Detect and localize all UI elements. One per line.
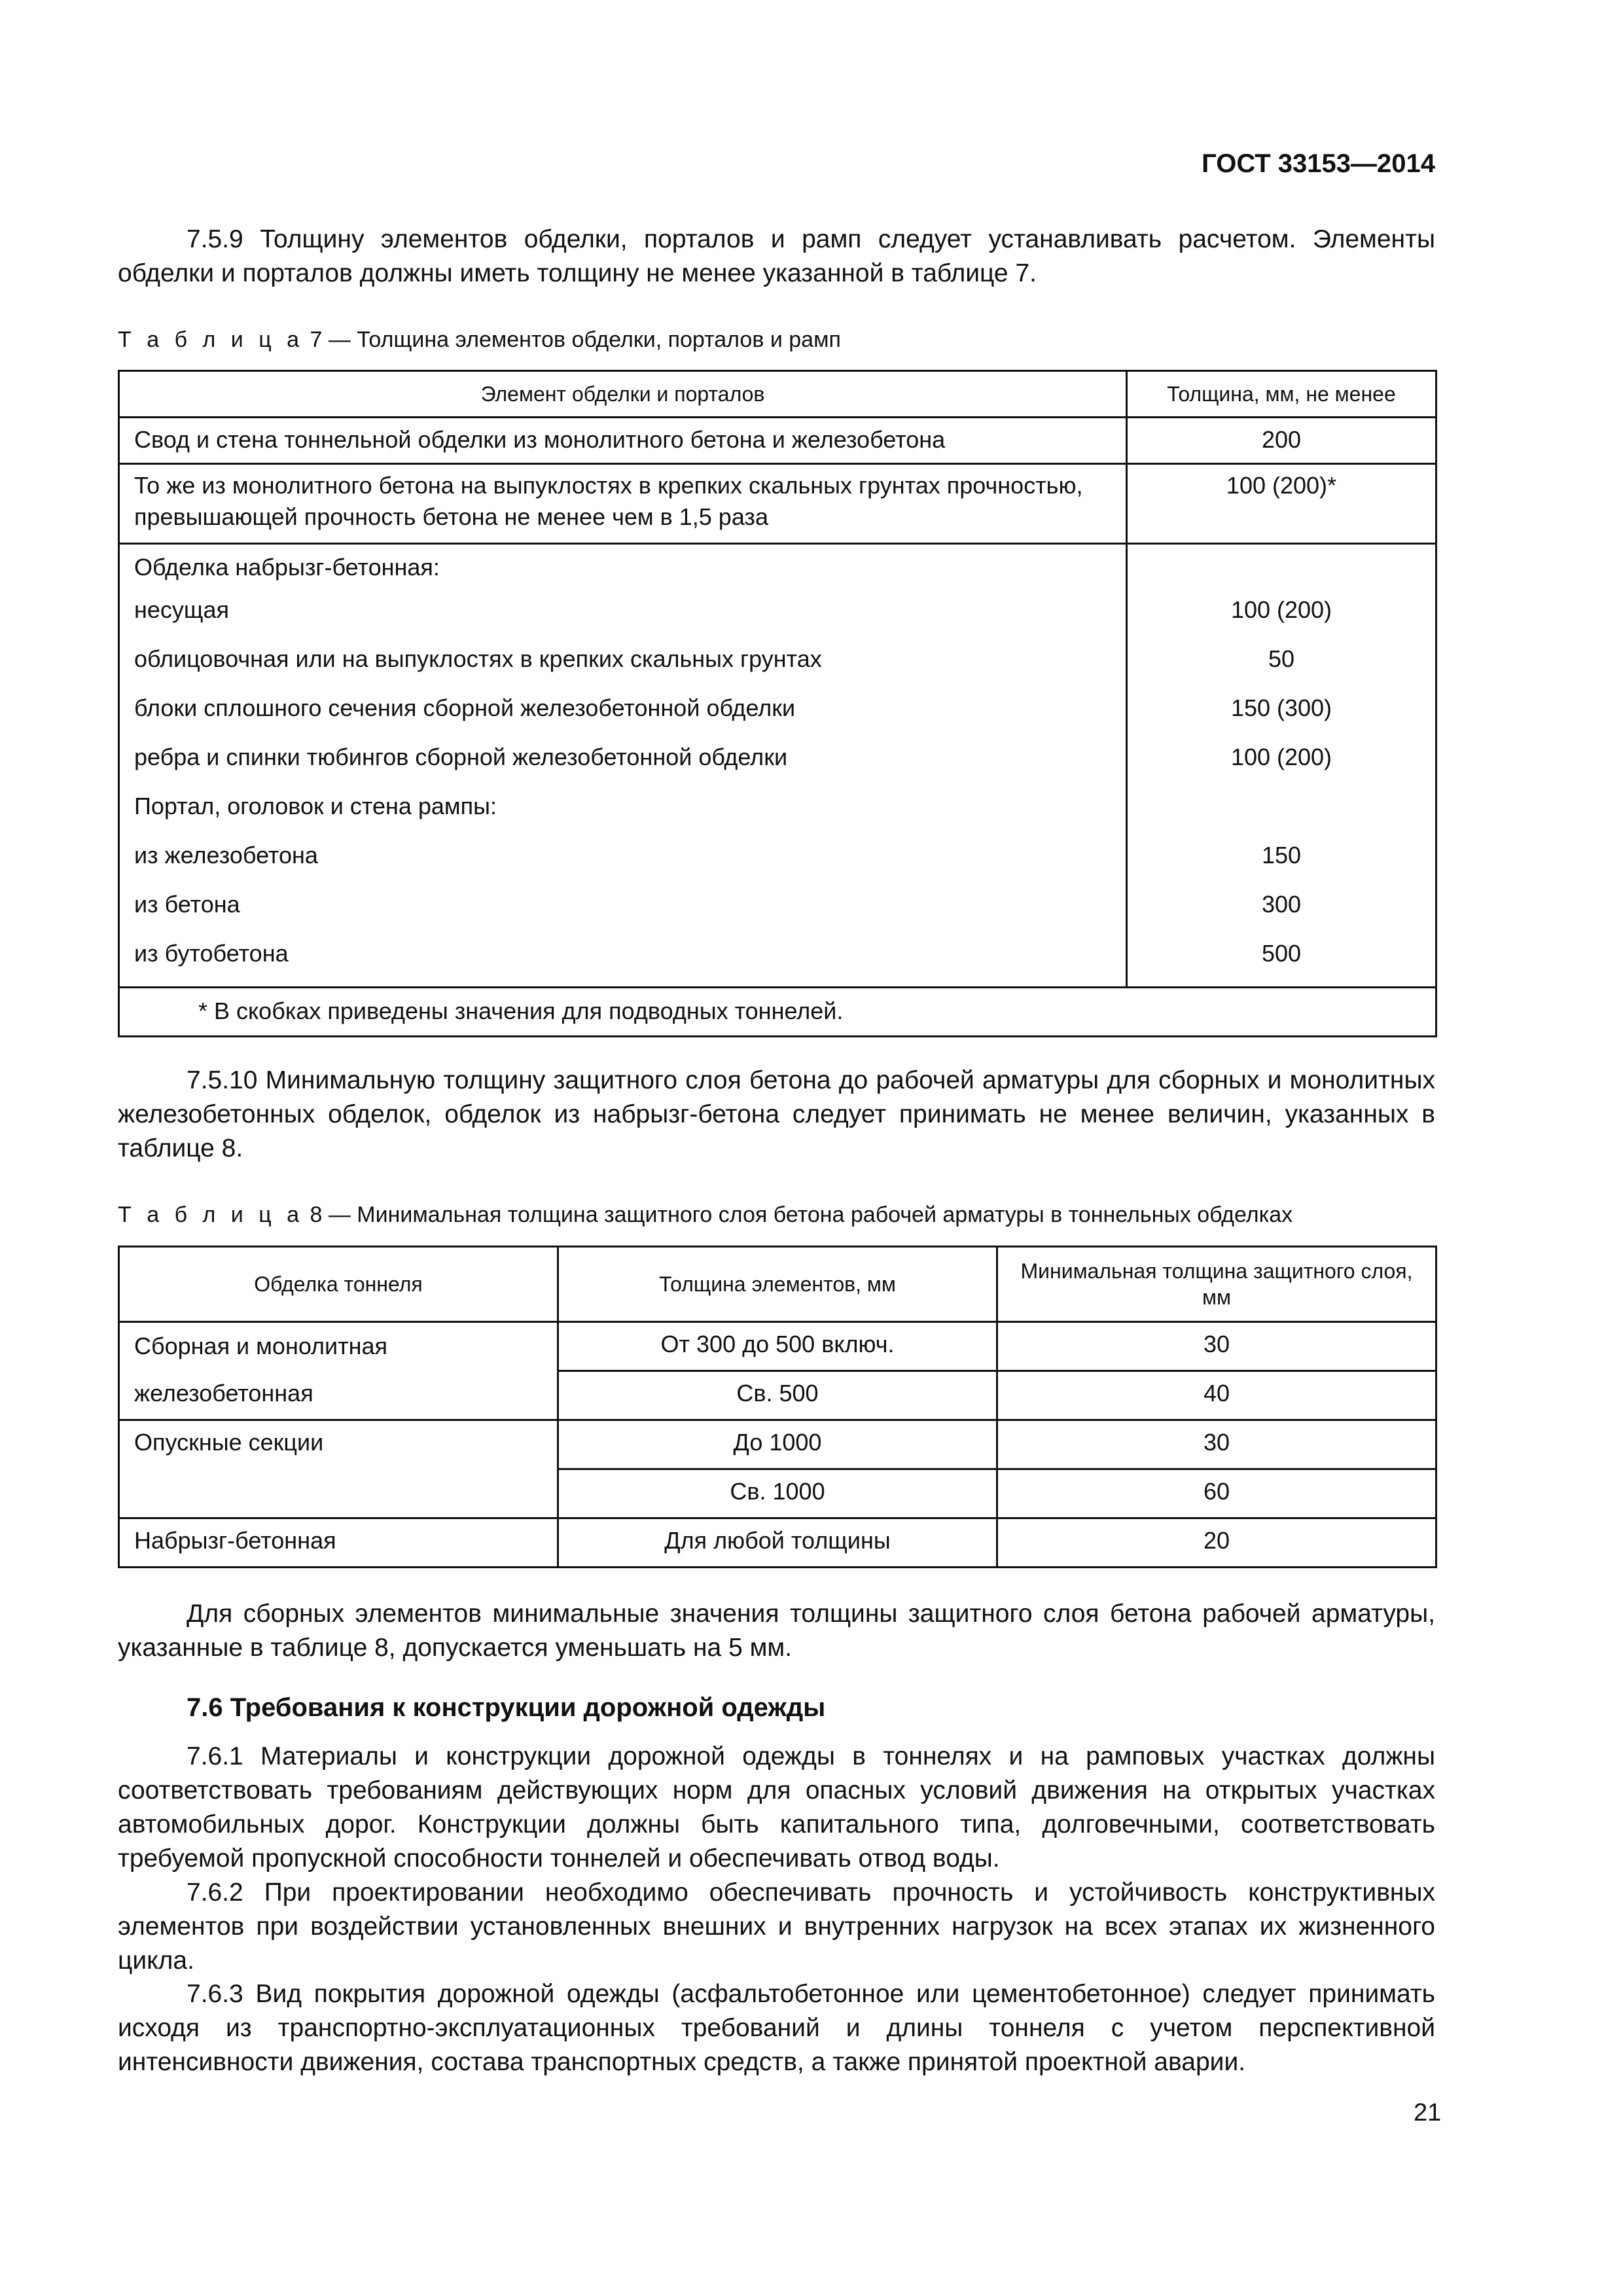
table8-thickness: Св. 500 <box>558 1371 997 1420</box>
table8-thickness: До 1000 <box>558 1420 997 1469</box>
table8-caption: Т а б л и ц а 8 — Минимальная толщина защитного слоя бетона рабочей арматуры в тоннельных обделках <box>118 1202 1293 1227</box>
table7-item-value: 150 <box>1261 842 1302 869</box>
table7-items <box>119 544 1127 988</box>
table-8 <box>118 1246 1437 1568</box>
table7-item: несущая <box>134 596 230 623</box>
table7-row1-label: Свод и стена тоннельной обделки из монолитного бетона и железобетона <box>119 418 1127 464</box>
paragraph-7-5-10: 7.5.10 Минимальную толщину защитного слоя бетона до рабочей арматуры для сборных и монолитных железобетонных обделок, обделок из набрызг-бетона следует принимать не менее величин, указанных в таблице 8. <box>118 1066 1435 1162</box>
document-id: ГОСТ 33153—2014 <box>1202 149 1435 178</box>
table7-item: из бетона <box>134 891 240 918</box>
table8-thickness: Для любой толщины <box>558 1518 997 1568</box>
table8-group-shotcrete: Набрызг-бетонная <box>119 1518 558 1568</box>
table7-item-value: 300 <box>1261 891 1302 918</box>
table7-note: * В скобках приведены значения для подводных тоннелей. <box>119 988 1436 1037</box>
table7-row2-value: 100 (200)* <box>1127 464 1436 544</box>
table7-item: из бутобетона <box>134 940 289 967</box>
paragraph-7-6-3: 7.6.3 Вид покрытия дорожной одежды (асфальтобетонное или цементобетонное) следует принимать исходя из транспортно-эксплуатационных требований и длины тоннеля с учетом перспективной интенсивности движения, состава транспортных средств, а также принятой проектной аварии. <box>118 1980 1435 2076</box>
table7-item: облицовочная или на выпуклостях в крепких скальных грунтах <box>134 645 822 672</box>
table7-item: ребра и спинки тюбингов сборной железобетонной обделки <box>134 744 788 770</box>
table8-cover: 60 <box>997 1469 1436 1518</box>
paragraph-after-table8: Для сборных элементов минимальные значения толщины защитного слоя бетона рабочей арматуры, указанные в таблице 8, допускается уменьшать на 5 мм. <box>118 1600 1435 1662</box>
table8-group-precast: Сборная и монолитная железобетонная <box>119 1322 558 1420</box>
table7-caption: Т а б л и ц а 7 — Толщина элементов обделки, порталов и рамп <box>118 327 841 352</box>
table7-item-value: 100 (200) <box>1230 596 1332 623</box>
table7-item-value <box>1142 545 1421 594</box>
section-heading-7-6: 7.6 Требования к конструкции дорожной одежды <box>187 1693 826 1722</box>
table8-cover: 30 <box>997 1322 1436 1371</box>
paragraph-7-6-1: 7.6.1 Материалы и конструкции дорожной одежды в тоннелях и на рамповых участках должны соответствовать требованиям действующих норм для опасных условий движения на открытых участках автомобильных дорог. Конструкции должны быть капитального типа, долговечными, соответствовать требуемой пропускной способности тоннелей и обеспечивать отвод воды. <box>118 1742 1435 1873</box>
table7-item: из железобетона <box>134 842 318 869</box>
table7-item-value: 500 <box>1261 940 1302 967</box>
table-7 <box>118 370 1437 1037</box>
table8-thickness: От 300 до 500 включ. <box>558 1322 997 1371</box>
table8-header-thickness: Толщина элементов, мм <box>558 1247 997 1322</box>
table8-cover: 20 <box>997 1518 1436 1568</box>
table8-thickness: Св. 1000 <box>558 1469 997 1518</box>
table8-group-sunken: Опускные секции <box>119 1420 558 1518</box>
table7-item-value: 100 (200) <box>1230 744 1332 770</box>
table7-item: Обделка набрызг-бетонная: <box>134 554 440 581</box>
table8-header-cover: Минимальная толщина защитного слоя, мм <box>997 1247 1436 1322</box>
table8-cover: 40 <box>997 1371 1436 1420</box>
page-number: 21 <box>1414 2099 1442 2126</box>
table7-row1-value: 200 <box>1127 418 1436 464</box>
table8-header-lining: Обделка тоннеля <box>119 1247 558 1322</box>
table7-item-value <box>1142 790 1421 839</box>
table7-item-value: 50 <box>1268 645 1295 672</box>
table7-item-value: 150 (300) <box>1230 694 1332 721</box>
table7-item: блоки сплошного сечения сборной железобетонной обделки <box>134 694 796 721</box>
paragraph-7-6-2: 7.6.2 При проектировании необходимо обеспечивать прочность и устойчивость конструктивных элементов при воздействии установленных внешних и внутренних нагрузок на всех этапах их жизненного цикла. <box>118 1878 1435 1975</box>
table7-row2-label: То же из монолитного бетона на выпуклостях в крепких скальных грунтах прочностью, превышающей прочность бетона не менее чем в 1,5 раза <box>119 464 1127 544</box>
table7-item-values <box>1127 544 1436 988</box>
table8-cover: 30 <box>997 1420 1436 1469</box>
table7-item: Портал, оголовок и стена рампы: <box>134 793 497 819</box>
paragraph-7-5-9: 7.5.9 Толщину элементов обделки, порталов и рамп следует устанавливать расчетом. Элементы обделки и порталов должны иметь толщину не менее указанной в таблице 7. <box>118 225 1435 287</box>
table7-header-thickness: Толщина, мм, не менее <box>1127 371 1436 418</box>
table7-header-element: Элемент обделки и порталов <box>119 371 1127 418</box>
